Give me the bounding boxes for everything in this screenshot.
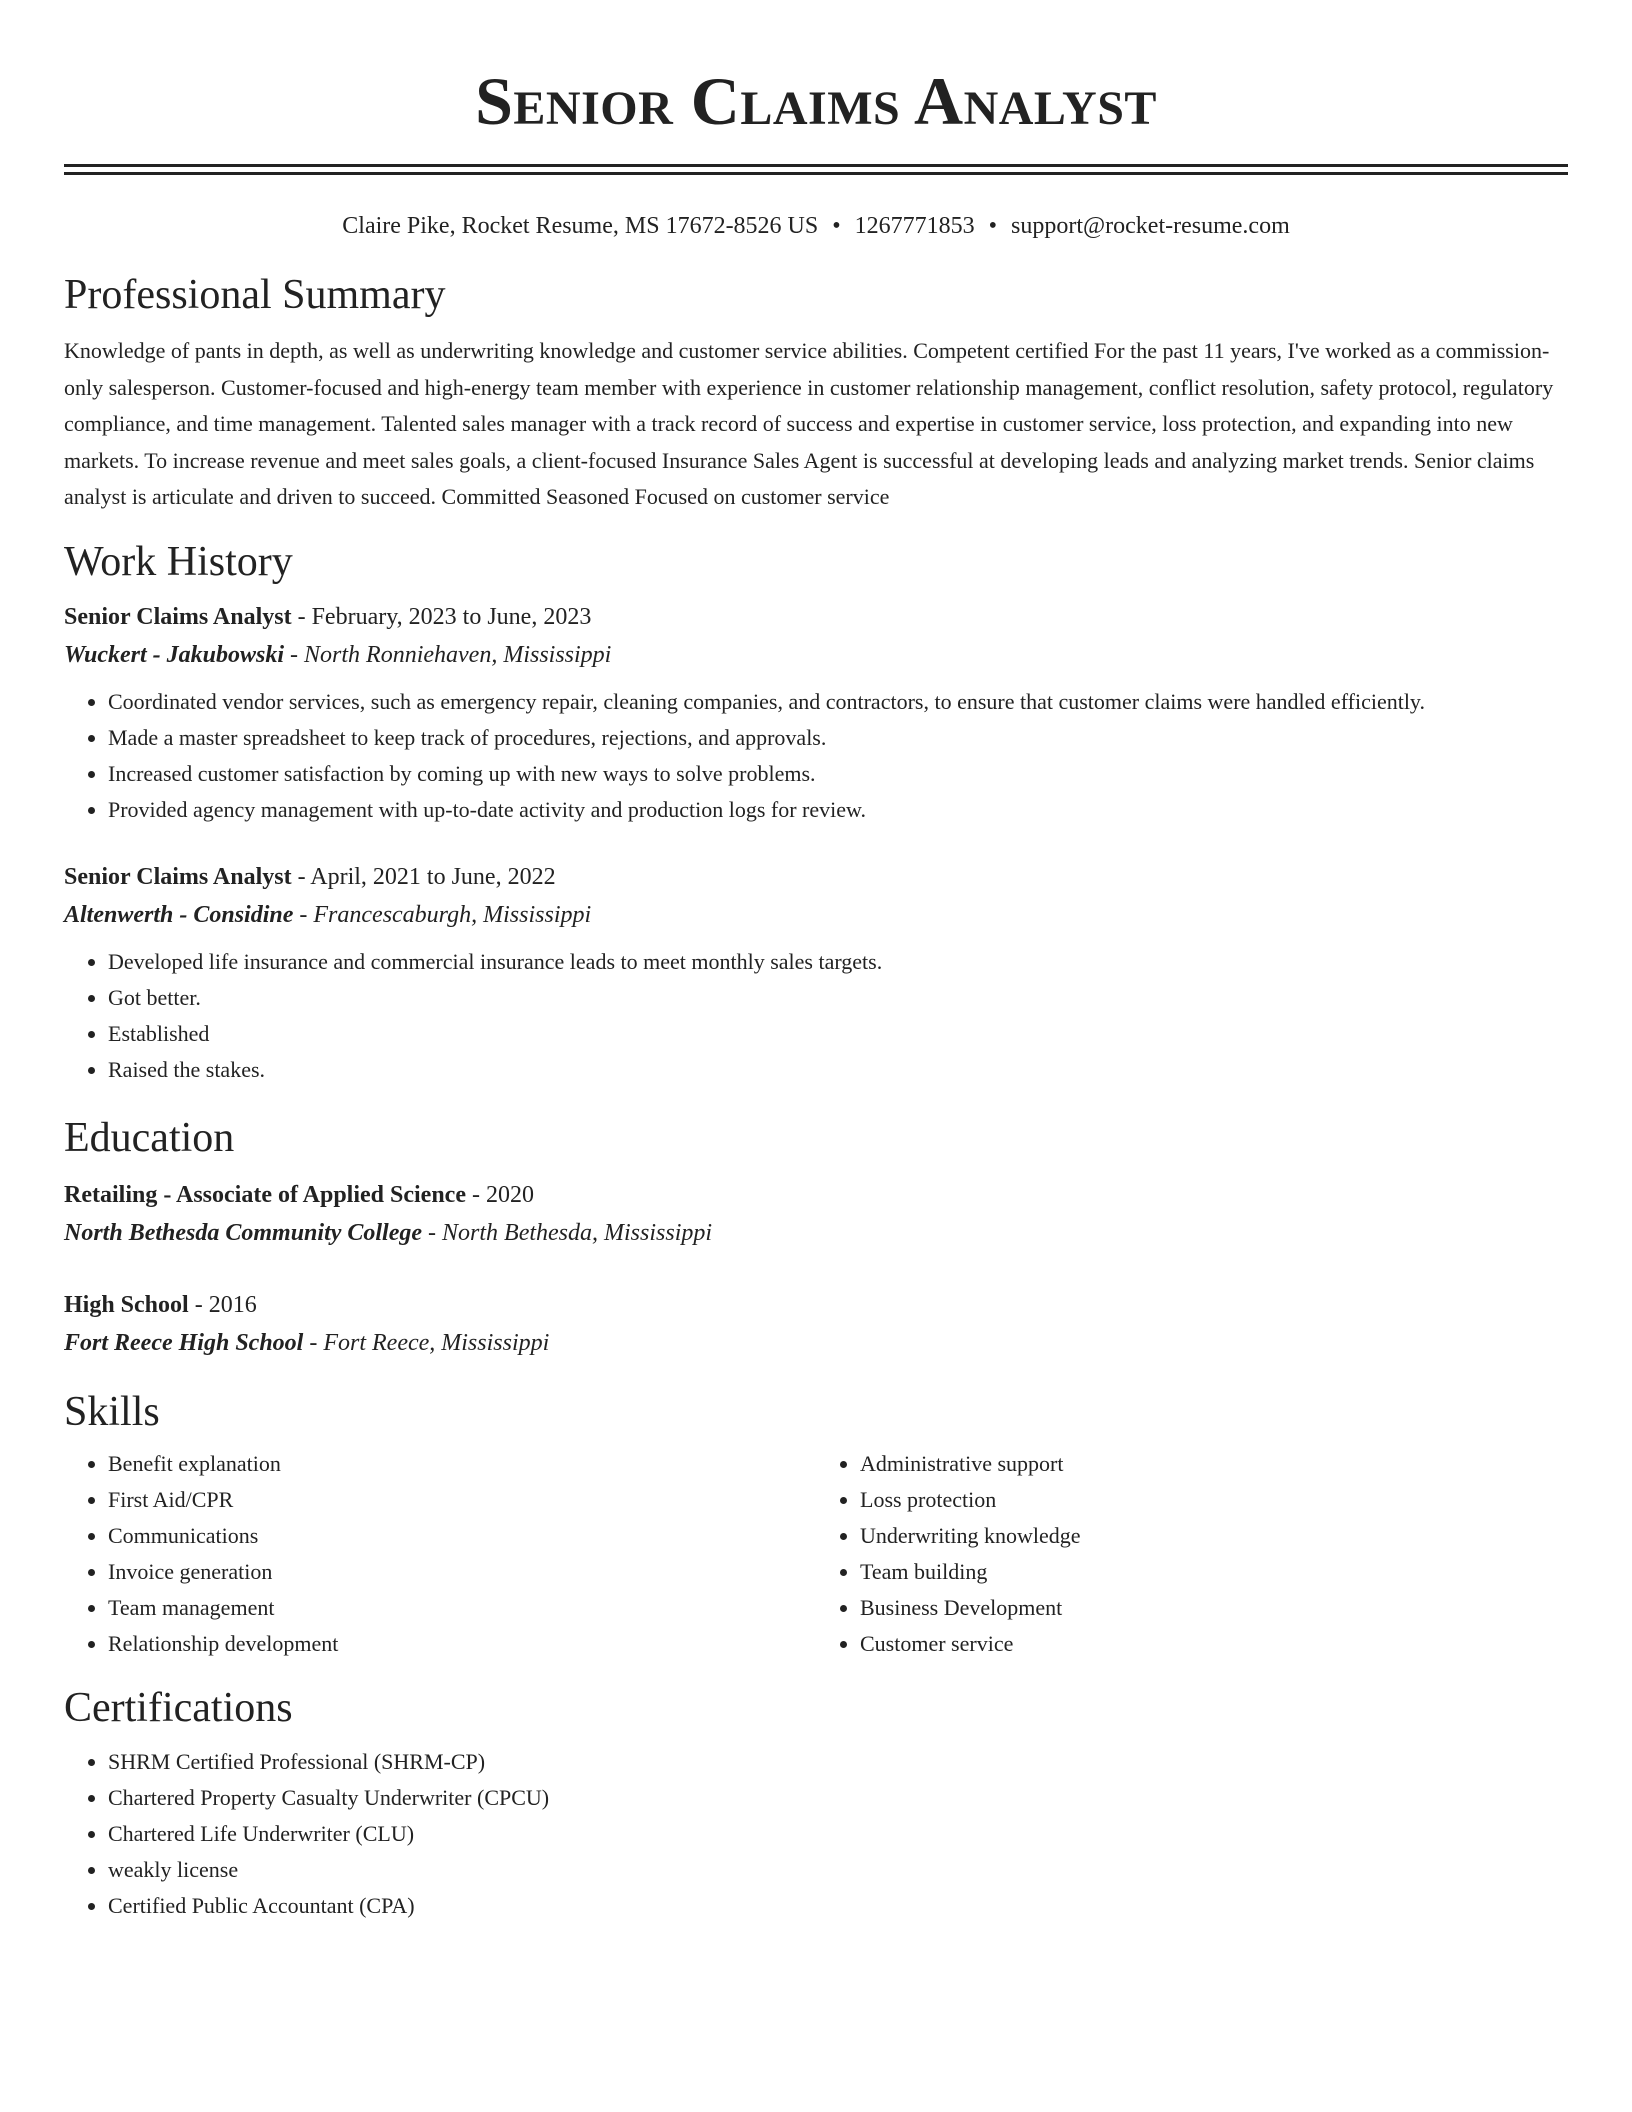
- degree-name: Retailing - Associate of Applied Science: [64, 1181, 466, 1208]
- list-item: • Provided agency management with up-to-date activity and production logs for review.: [108, 792, 1568, 828]
- job-title-line: [64, 858, 1568, 896]
- job-company-line: [64, 636, 1568, 674]
- job-company-line: [64, 896, 1568, 934]
- list-item: • Coordinated vendor services, such as emergency repair, cleaning companies, and contractors, to ensure that customer claims were handled efficiently.: [108, 684, 1568, 720]
- job-company: Altenwerth - Considine: [64, 901, 294, 928]
- contact-address: Claire Pike, Rocket Resume, MS 17672-8526 US: [342, 213, 819, 239]
- degree-line: [64, 1286, 1568, 1324]
- school-location: - North Bethesda, Mississippi: [422, 1219, 713, 1246]
- list-item: • Developed life insurance and commercial insurance leads to meet monthly sales targets.: [108, 944, 1568, 980]
- certifications-heading: Certifications: [64, 1684, 293, 1731]
- list-item: • Relationship development: [108, 1626, 816, 1662]
- list-item: • Team building: [860, 1554, 1568, 1590]
- degree-year: - 2016: [188, 1291, 257, 1318]
- school-name: Fort Reece High School: [64, 1329, 304, 1356]
- list-item: • Increased customer satisfaction by coming up with new ways to solve problems.: [108, 756, 1568, 792]
- skills-heading: Skills: [64, 1388, 160, 1435]
- skills-column-left: [64, 1446, 816, 1662]
- education-heading: Education: [64, 1114, 235, 1161]
- contact-separator: •: [832, 213, 841, 239]
- list-item: • Loss protection: [860, 1482, 1568, 1518]
- job-company: Wuckert - Jakubowski: [64, 641, 285, 668]
- list-item: • Communications: [108, 1518, 816, 1554]
- skills-grid: [64, 1446, 1568, 1662]
- school-location: - Fort Reece, Mississippi: [303, 1329, 550, 1356]
- list-item: • Got better.: [108, 980, 1568, 1016]
- list-item: • Certified Public Accountant (CPA): [108, 1888, 1568, 1924]
- work-history-heading: Work History: [64, 538, 293, 585]
- job-entry: [64, 598, 1568, 828]
- skills-column-right: [816, 1446, 1568, 1662]
- contact-separator: •: [988, 213, 998, 239]
- job-role: Senior Claims Analyst: [64, 863, 292, 890]
- certifications-list: [64, 1744, 1568, 1924]
- job-role: Senior Claims Analyst: [64, 603, 292, 630]
- degree-line: [64, 1176, 1568, 1214]
- list-item: • Customer service: [860, 1626, 1568, 1662]
- list-item: • SHRM Certified Professional (SHRM-CP): [108, 1744, 1568, 1780]
- education-entry: [64, 1176, 1568, 1252]
- list-item: • weakly license: [108, 1852, 1568, 1888]
- list-item: • Raised the stakes.: [108, 1052, 1568, 1088]
- summary-heading: Professional Summary: [64, 272, 446, 318]
- contact-line: [64, 209, 1568, 243]
- list-item: • Established: [108, 1016, 1568, 1052]
- list-item: • Administrative support: [860, 1446, 1568, 1482]
- job-bullets: [64, 944, 1568, 1088]
- job-dates: - February, 2023 to June, 2023: [291, 603, 592, 630]
- list-item: • Invoice generation: [108, 1554, 816, 1590]
- list-item: • Chartered Life Underwriter (CLU): [108, 1816, 1568, 1852]
- job-title-line: [64, 598, 1568, 636]
- list-item: • First Aid/CPR: [108, 1482, 816, 1518]
- list-item: • Benefit explanation: [108, 1446, 816, 1482]
- list-item: • Business Development: [860, 1590, 1568, 1626]
- school-line: [64, 1214, 1568, 1252]
- job-location: - North Ronniehaven, Mississippi: [284, 641, 612, 668]
- list-item: • Team management: [108, 1590, 816, 1626]
- list-item: • Chartered Property Casualty Underwriter (CPCU): [108, 1780, 1568, 1816]
- contact-email: support@rocket-resume.com: [1011, 213, 1290, 239]
- contact-phone: 1267771853: [854, 213, 975, 239]
- job-location: - Francescaburgh, Mississippi: [293, 901, 592, 928]
- school-name: North Bethesda Community College: [64, 1219, 423, 1246]
- job-entry: [64, 858, 1568, 1088]
- list-item: • Made a master spreadsheet to keep track of procedures, rejections, and approvals.: [108, 720, 1568, 756]
- degree-name: High School: [64, 1291, 189, 1318]
- education-entry: [64, 1286, 1568, 1362]
- summary-text: Knowledge of pants in depth, as well as underwriting knowledge and customer service abilities. Competent certified For the past 11 years, I've worked as a commission-only salesperson. Customer-focused and high-energy team member with experience in customer relationship management, conflict resolution, safety protocol, regulatory compliance, and time management. Talented sales manager with a track record of success and expertise in customer service, loss protection, and expanding into new markets. To increase revenue and meet sales goals, a client-focused Insurance Sales Agent is successful at developing leads and analyzing market trends. Senior claims analyst is articulate and driven to succeed. Committed Seasoned Focused on customer service: [64, 338, 1554, 509]
- title-double-rule: [64, 164, 1568, 175]
- school-line: [64, 1324, 1568, 1362]
- degree-year: - 2020: [465, 1181, 534, 1208]
- page-title: Senior Claims Analyst: [475, 63, 1157, 139]
- job-dates: - April, 2021 to June, 2022: [291, 863, 556, 890]
- list-item: • Underwriting knowledge: [860, 1518, 1568, 1554]
- job-bullets: [64, 684, 1568, 828]
